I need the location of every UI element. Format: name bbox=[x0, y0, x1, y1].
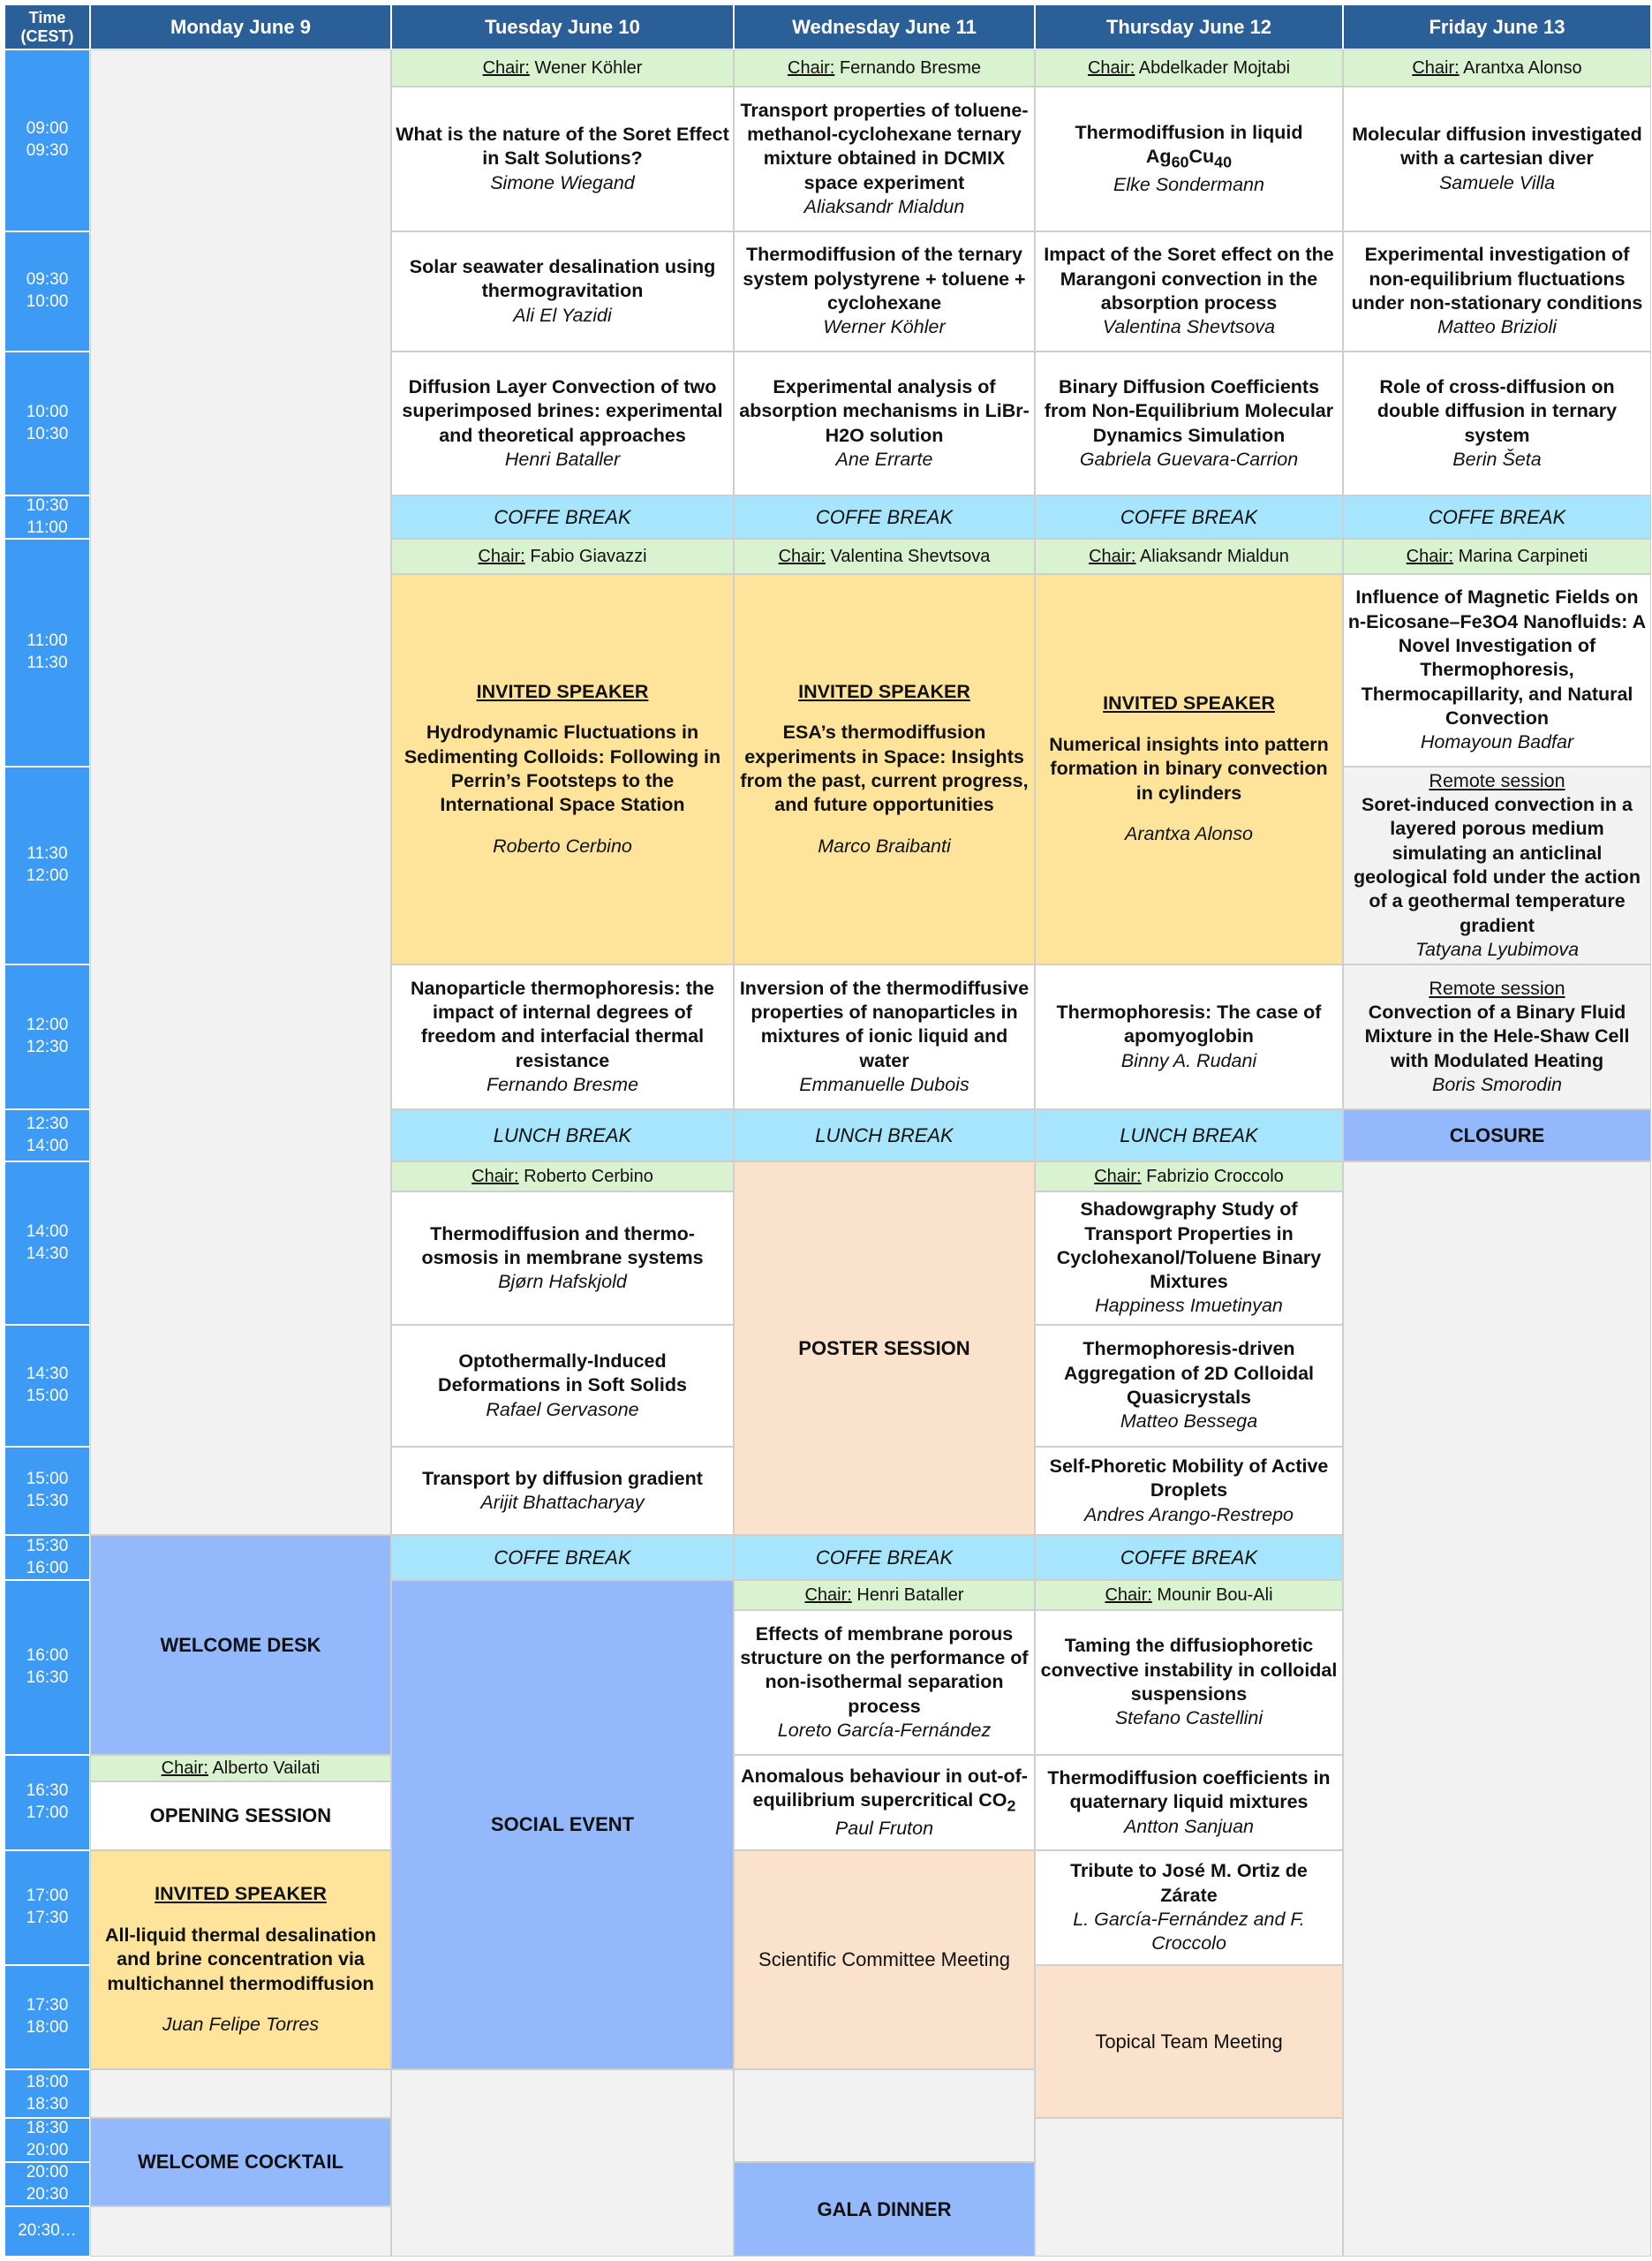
coffee-break: COFFE BREAK bbox=[391, 495, 734, 539]
lunch-break: LUNCH BREAK bbox=[734, 1109, 1035, 1161]
talk: Self-Phoretic Mobility of Active Droplets Andres Arango-Restrepo bbox=[1035, 1447, 1343, 1535]
chair-thursday-morning: Chair: Abdelkader Mojtabi bbox=[1035, 49, 1343, 87]
coffee-break: COFFE BREAK bbox=[1035, 495, 1343, 539]
talk: Anomalous behaviour in out-of-equilibrium supercritical $CO_2$ Paul Fruton bbox=[734, 1755, 1035, 1850]
friday-empty bbox=[1343, 1161, 1651, 2257]
time-slot: 14:30 15:00 bbox=[4, 1325, 90, 1447]
talk: Influence of Magnetic Fields on n-Eicosane–Fe3O4 Nanofluids: A Novel Investigation of Thermophoresis, Thermocapillarity, and Natural Convection Homayoun Badfar bbox=[1343, 574, 1651, 767]
chair-thursday-late: Chair: Mounir Bou-Ali bbox=[1035, 1580, 1343, 1610]
time-slot: 10:00 10:30 bbox=[4, 352, 90, 495]
talk: Role of cross-diffusion on double diffusion in ternary system Berin Šeta bbox=[1343, 352, 1651, 495]
invited-speaker-tuesday: INVITED SPEAKER Hydrodynamic Fluctuations in Sedimenting Colloids: Following in Perrin’s Footsteps to the International Space Station Roberto Cerbino bbox=[391, 574, 734, 964]
talk: Optothermally-Induced Deformations in Soft Solids Rafael Gervasone bbox=[391, 1325, 734, 1447]
talk: Thermophoresis: The case of apomyoglobin Binny A. Rudani bbox=[1035, 964, 1343, 1109]
time-slot: 09:30 10:00 bbox=[4, 231, 90, 352]
time-slot: 20:30… bbox=[4, 2206, 90, 2257]
chair-tuesday-midday: Chair: Fabio Giavazzi bbox=[391, 539, 734, 574]
time-slot: 10:30 11:00 bbox=[4, 495, 90, 539]
talk: Experimental investigation of non-equilibrium fluctuations under non-stationary conditions Matteo Brizioli bbox=[1343, 231, 1651, 352]
time-slot: 18:30 20:00 bbox=[4, 2118, 90, 2162]
talk: Molecular diffusion investigated with a cartesian diver Samuele Villa bbox=[1343, 87, 1651, 231]
time-slot: 11:00 11:30 bbox=[4, 539, 90, 767]
talk: Thermodiffusion and thermo-osmosis in membrane systems Bjørn Hafskjold bbox=[391, 1191, 734, 1325]
chair-monday: Chair: Alberto Vailati bbox=[90, 1755, 391, 1781]
talk: Effects of membrane porous structure on the performance of non-isothermal separation process Loreto García-Fernández bbox=[734, 1610, 1035, 1755]
header-monday: Monday June 9 bbox=[90, 4, 391, 49]
gala-dinner: GALA DINNER bbox=[734, 2162, 1035, 2257]
time-slot: 15:30 16:00 bbox=[4, 1535, 90, 1580]
chair-thursday-afternoon: Chair: Fabrizio Croccolo bbox=[1035, 1161, 1343, 1191]
time-slot: 18:00 18:30 bbox=[4, 2069, 90, 2118]
talk: Tribute to José M. Ortiz de Zárate L. García-Fernández and F. Croccolo bbox=[1035, 1850, 1343, 1965]
chair-tuesday-afternoon: Chair: Roberto Cerbino bbox=[391, 1161, 734, 1191]
talk: Impact of the Soret effect on the Marangoni convection in the absorption process Valentina Shevtsova bbox=[1035, 231, 1343, 352]
topical-team-meeting: Topical Team Meeting bbox=[1035, 1965, 1343, 2118]
coffee-break: COFFE BREAK bbox=[734, 495, 1035, 539]
talk: Shadowgraphy Study of Transport Properties in Cyclohexanol/Toluene Binary Mixtures Happiness Imuetinyan bbox=[1035, 1191, 1343, 1325]
talk: What is the nature of the Soret Effect in Salt Solutions? Simone Wiegand bbox=[391, 87, 734, 231]
invited-speaker-thursday: INVITED SPEAKER Numerical insights into pattern formation in binary convection in cylinders Arantxa Alonso bbox=[1035, 574, 1343, 964]
header-wednesday: Wednesday June 11 bbox=[734, 4, 1035, 49]
chair-friday-midday: Chair: Marina Carpineti bbox=[1343, 539, 1651, 574]
monday-empty bbox=[90, 2069, 391, 2118]
time-slot: 17:30 18:00 bbox=[4, 1965, 90, 2069]
welcome-cocktail: WELCOME COCKTAIL bbox=[90, 2118, 391, 2206]
tuesday-empty bbox=[391, 2069, 734, 2257]
social-event: SOCIAL EVENT bbox=[391, 1580, 734, 2069]
remote-talk: Remote session Convection of a Binary Fluid Mixture in the Hele-Shaw Cell with Modulated Heating Boris Smorodin bbox=[1343, 964, 1651, 1109]
closure: CLOSURE bbox=[1343, 1109, 1651, 1161]
header-friday: Friday June 13 bbox=[1343, 4, 1651, 49]
chair-friday-morning: Chair: Arantxa Alonso bbox=[1343, 49, 1651, 87]
invited-speaker-wednesday: INVITED SPEAKER ESA’s thermodiffusion experiments in Space: Insights from the past, current progress, and future opportunities Marco Braibanti bbox=[734, 574, 1035, 964]
talk: Thermodiffusion coefficients in quaternary liquid mixtures Antton Sanjuan bbox=[1035, 1755, 1343, 1850]
chair-wednesday-midday: Chair: Valentina Shevtsova bbox=[734, 539, 1035, 574]
time-slot: 12:30 14:00 bbox=[4, 1109, 90, 1161]
talk: Inversion of the thermodiffusive properties of nanoparticles in mixtures of ionic liquid and water Emmanuelle Dubois bbox=[734, 964, 1035, 1109]
chair-wednesday-morning: Chair: Fernando Bresme bbox=[734, 49, 1035, 87]
monday-empty bbox=[90, 2206, 391, 2257]
opening-session: OPENING SESSION bbox=[90, 1781, 391, 1850]
welcome-desk: WELCOME DESK bbox=[90, 1535, 391, 1755]
lunch-break: LUNCH BREAK bbox=[1035, 1109, 1343, 1161]
header-thursday: Thursday June 12 bbox=[1035, 4, 1343, 49]
talk: Taming the diffusiophoretic convective instability in colloidal suspensions Stefano Castellini bbox=[1035, 1610, 1343, 1755]
remote-talk: Remote session Soret-induced convection in a layered porous medium simulating an anticlinal geological fold under the action of a geothermal temperature gradient Tatyana Lyubimova bbox=[1343, 767, 1651, 964]
time-slot: 17:00 17:30 bbox=[4, 1850, 90, 1965]
talk: Solar seawater desalination using thermogravitation Ali El Yazidi bbox=[391, 231, 734, 352]
lunch-break: LUNCH BREAK bbox=[391, 1109, 734, 1161]
talk: Diffusion Layer Convection of two superimposed brines: experimental and theoretical approaches Henri Bataller bbox=[391, 352, 734, 495]
talk: Experimental analysis of absorption mechanisms in LiBr-H2O solution Ane Errarte bbox=[734, 352, 1035, 495]
chair-tuesday-morning: Chair: Wener Köhler bbox=[391, 49, 734, 87]
time-slot: 09:00 09:30 bbox=[4, 49, 90, 231]
talk: Binary Diffusion Coefficients from Non-Equilibrium Molecular Dynamics Simulation Gabriela Guevara-Carrion bbox=[1035, 352, 1343, 495]
chair-wednesday-late: Chair: Henri Bataller bbox=[734, 1580, 1035, 1610]
wednesday-empty bbox=[734, 2069, 1035, 2162]
chair-thursday-midday: Chair: Aliaksandr Mialdun bbox=[1035, 539, 1343, 574]
talk: Thermophoresis-driven Aggregation of 2D Colloidal Quasicrystals Matteo Bessega bbox=[1035, 1325, 1343, 1447]
monday-empty bbox=[90, 49, 391, 1535]
coffee-break: COFFE BREAK bbox=[1035, 1535, 1343, 1580]
header-tuesday: Tuesday June 10 bbox=[391, 4, 734, 49]
time-slot: 20:00 20:30 bbox=[4, 2162, 90, 2206]
poster-session: POSTER SESSION bbox=[734, 1161, 1035, 1535]
talk: Transport properties of toluene-methanol-cyclohexane ternary mixture obtained in DCMIX space experiment Aliaksandr Mialdun bbox=[734, 87, 1035, 231]
talk: Nanoparticle thermophoresis: the impact of internal degrees of freedom and interfacial thermal resistance Fernando Bresme bbox=[391, 964, 734, 1109]
coffee-break: COFFE BREAK bbox=[391, 1535, 734, 1580]
scientific-committee-meeting: Scientific Committee Meeting bbox=[734, 1850, 1035, 2069]
talk: Thermodiffusion of the ternary system polystyrene + toluene + cyclohexane Werner Köhler bbox=[734, 231, 1035, 352]
coffee-break: COFFE BREAK bbox=[734, 1535, 1035, 1580]
talk: Transport by diffusion gradient Arijit Bhattacharyay bbox=[391, 1447, 734, 1535]
thursday-empty bbox=[1035, 2118, 1343, 2257]
time-slot: 16:00 16:30 bbox=[4, 1580, 90, 1755]
header-time: Time (CEST) bbox=[4, 4, 90, 49]
time-slot: 12:00 12:30 bbox=[4, 964, 90, 1109]
invited-speaker-monday: INVITED SPEAKER All-liquid thermal desalination and brine concentration via multichannel thermodiffusion Juan Felipe Torres bbox=[90, 1850, 391, 2069]
talk: Thermodiffusion in liquid $Ag_{60}Cu_{40}$ Elke Sondermann bbox=[1035, 87, 1343, 231]
coffee-break: COFFE BREAK bbox=[1343, 495, 1651, 539]
time-slot: 15:00 15:30 bbox=[4, 1447, 90, 1535]
time-slot: 14:00 14:30 bbox=[4, 1161, 90, 1325]
time-slot: 11:30 12:00 bbox=[4, 767, 90, 964]
time-slot: 16:30 17:00 bbox=[4, 1755, 90, 1850]
